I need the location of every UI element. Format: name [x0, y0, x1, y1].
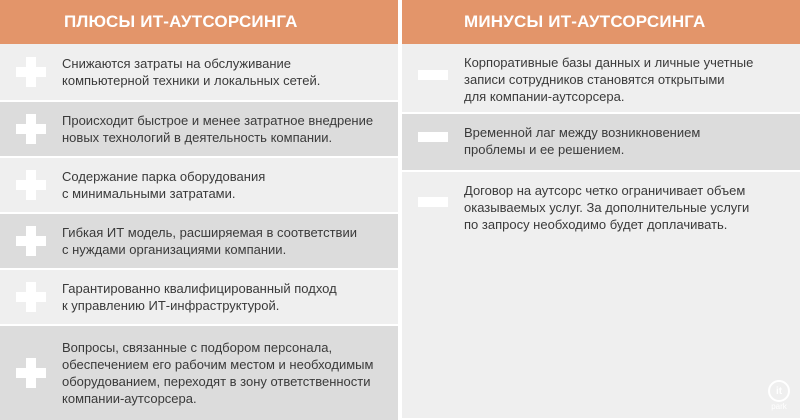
cons-item [402, 114, 800, 172]
pros-item [0, 326, 398, 420]
minus-icon-cell [402, 54, 464, 96]
pros-item-text: Гарантированно квалифицированный подход к управлению ИТ-инфраструктурой. [62, 281, 337, 313]
pros-item-text: Гибкая ИТ модель, расширяемая в соответствии с нуждами организациями компании. [62, 225, 357, 257]
minus-icon-cell [402, 124, 464, 150]
cons-item-text: Временной лаг между возникновением проблемы и ее решением. [464, 125, 701, 157]
plus-icon [16, 114, 46, 144]
plus-icon [16, 282, 46, 312]
plus-icon-cell [0, 282, 62, 312]
cons-title: МИНУСЫ ИТ-АУТСОРСИНГА [464, 12, 706, 31]
plus-icon [16, 57, 46, 87]
pros-item [0, 270, 398, 326]
pros-title: ПЛЮСЫ ИТ-АУТСОРСИНГА [64, 12, 298, 31]
cons-item [402, 172, 800, 418]
plus-icon [16, 358, 46, 388]
pros-item-text: Вопросы, связанные с подбором персонала, обеспечением его рабочим местом и необходимым оборудованием, переходят в зону ответственности компании-аутсорсера. [62, 340, 374, 406]
minus-icon-cell [402, 182, 464, 222]
cons-item-text: Корпоративные базы данных и личные учетные записи сотрудников становятся открытыми для компании-аутсорсера. [464, 55, 754, 104]
pros-header [0, 0, 398, 44]
cons-column [402, 0, 800, 420]
pros-item [0, 44, 398, 102]
pros-item-text: Содержание парка оборудования с минимальными затратами. [62, 169, 266, 201]
it-park-logo [766, 380, 792, 416]
plus-icon [16, 170, 46, 200]
pros-item [0, 102, 398, 158]
logo-mark: it [768, 380, 790, 402]
plus-icon-cell [0, 358, 62, 388]
minus-icon [418, 70, 448, 80]
cons-item-text: Договор на аутсорс четко ограничивает объем оказываемых услуг. За дополнительные услуги по запросу необходимо будет доплачивать. [464, 183, 750, 232]
pros-column [0, 0, 398, 420]
pros-item-text: Происходит быстрое и менее затратное внедрение новых технологий в деятельность компании. [62, 113, 374, 145]
plus-icon-cell [0, 57, 62, 87]
minus-icon [418, 132, 448, 142]
plus-icon-cell [0, 226, 62, 256]
pros-item-text: Снижаются затраты на обслуживание компьютерной техники и локальных сетей. [62, 56, 321, 88]
cons-item [402, 44, 800, 114]
plus-icon-cell [0, 114, 62, 144]
cons-list [402, 44, 800, 418]
pros-item [0, 158, 398, 214]
pros-item [0, 214, 398, 270]
plus-icon [16, 226, 46, 256]
minus-icon [418, 197, 448, 207]
cons-header [402, 0, 800, 44]
plus-icon-cell [0, 170, 62, 200]
logo-word: park [771, 402, 787, 411]
